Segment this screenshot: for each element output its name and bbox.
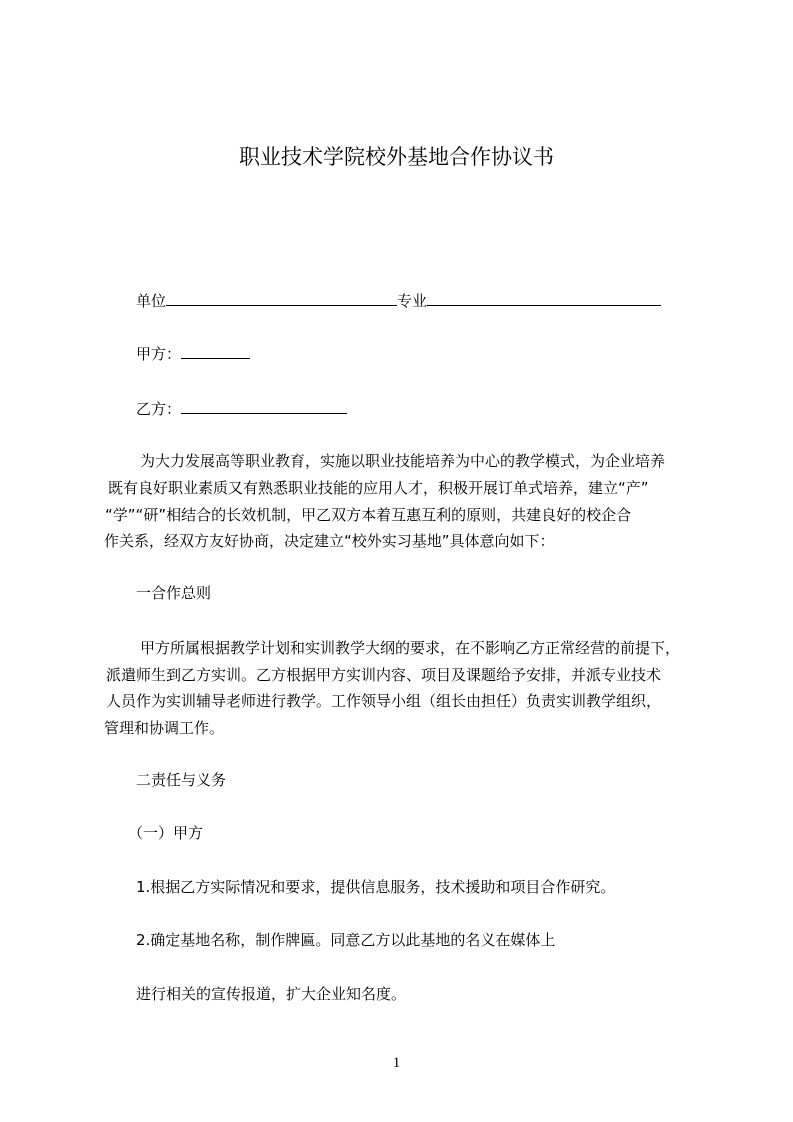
document-title: 职业技术学院校外基地合作协议书	[239, 145, 554, 169]
major-blank[interactable]	[427, 291, 661, 306]
section1-line: 管理和协调工作。	[104, 719, 225, 737]
list-item: 1.根据乙方实际情况和要求，提供信息服务，技术援助和项目合作研究。	[136, 878, 616, 896]
unit-major-line	[136, 291, 661, 310]
party-a-line	[136, 344, 250, 363]
unit-blank[interactable]	[166, 291, 397, 306]
section1-line: 人员作为实训辅导老师进行教学。工作领导小组（组长由担任）负责实训教学组织，	[106, 692, 662, 710]
party-b-blank[interactable]	[181, 399, 347, 414]
major-label: 专业	[397, 292, 428, 310]
list-item: 进行相关的宣传报道，扩大企业知名度。	[136, 985, 407, 1003]
intro-line: 为大力发展高等职业教育，实施以职业技能培养为中心的教学模式，为企业培养	[140, 452, 666, 470]
unit-label: 单位	[136, 292, 167, 310]
intro-line: “学”“研”相结合的长效机制，甲乙双方本着互惠互利的原则，共建良好的校企合	[105, 506, 632, 524]
party-b-label: 乙方：	[136, 400, 182, 418]
party-a-label: 甲方：	[136, 345, 182, 363]
page-number: 1	[392, 1055, 401, 1071]
party-b-line	[136, 399, 347, 418]
party-a-blank[interactable]	[181, 344, 250, 359]
sub-heading: （一）甲方	[128, 824, 204, 842]
intro-line: 既有良好职业素质又有熟悉职业技能的应用人才，积极开展订单式培养，建立“产”	[108, 479, 649, 497]
section-heading: 二责任与义务	[136, 771, 227, 789]
list-item: 2.确定基地名称，制作牌匾。同意乙方以此基地的名义在媒体上	[136, 931, 556, 949]
intro-line: 作关系，经双方友好协商，决定建立“校外实习基地”具体意向如下：	[104, 532, 555, 550]
section1-line: 甲方所属根据教学计划和实训教学大纲的要求，在不影响乙方正常经营的前提下，	[140, 639, 681, 657]
section-heading: 一合作总则	[136, 584, 212, 602]
section1-line: 派遣师生到乙方实训。乙方根据甲方实训内容、项目及课题给予安排，并派专业技术	[106, 666, 662, 684]
